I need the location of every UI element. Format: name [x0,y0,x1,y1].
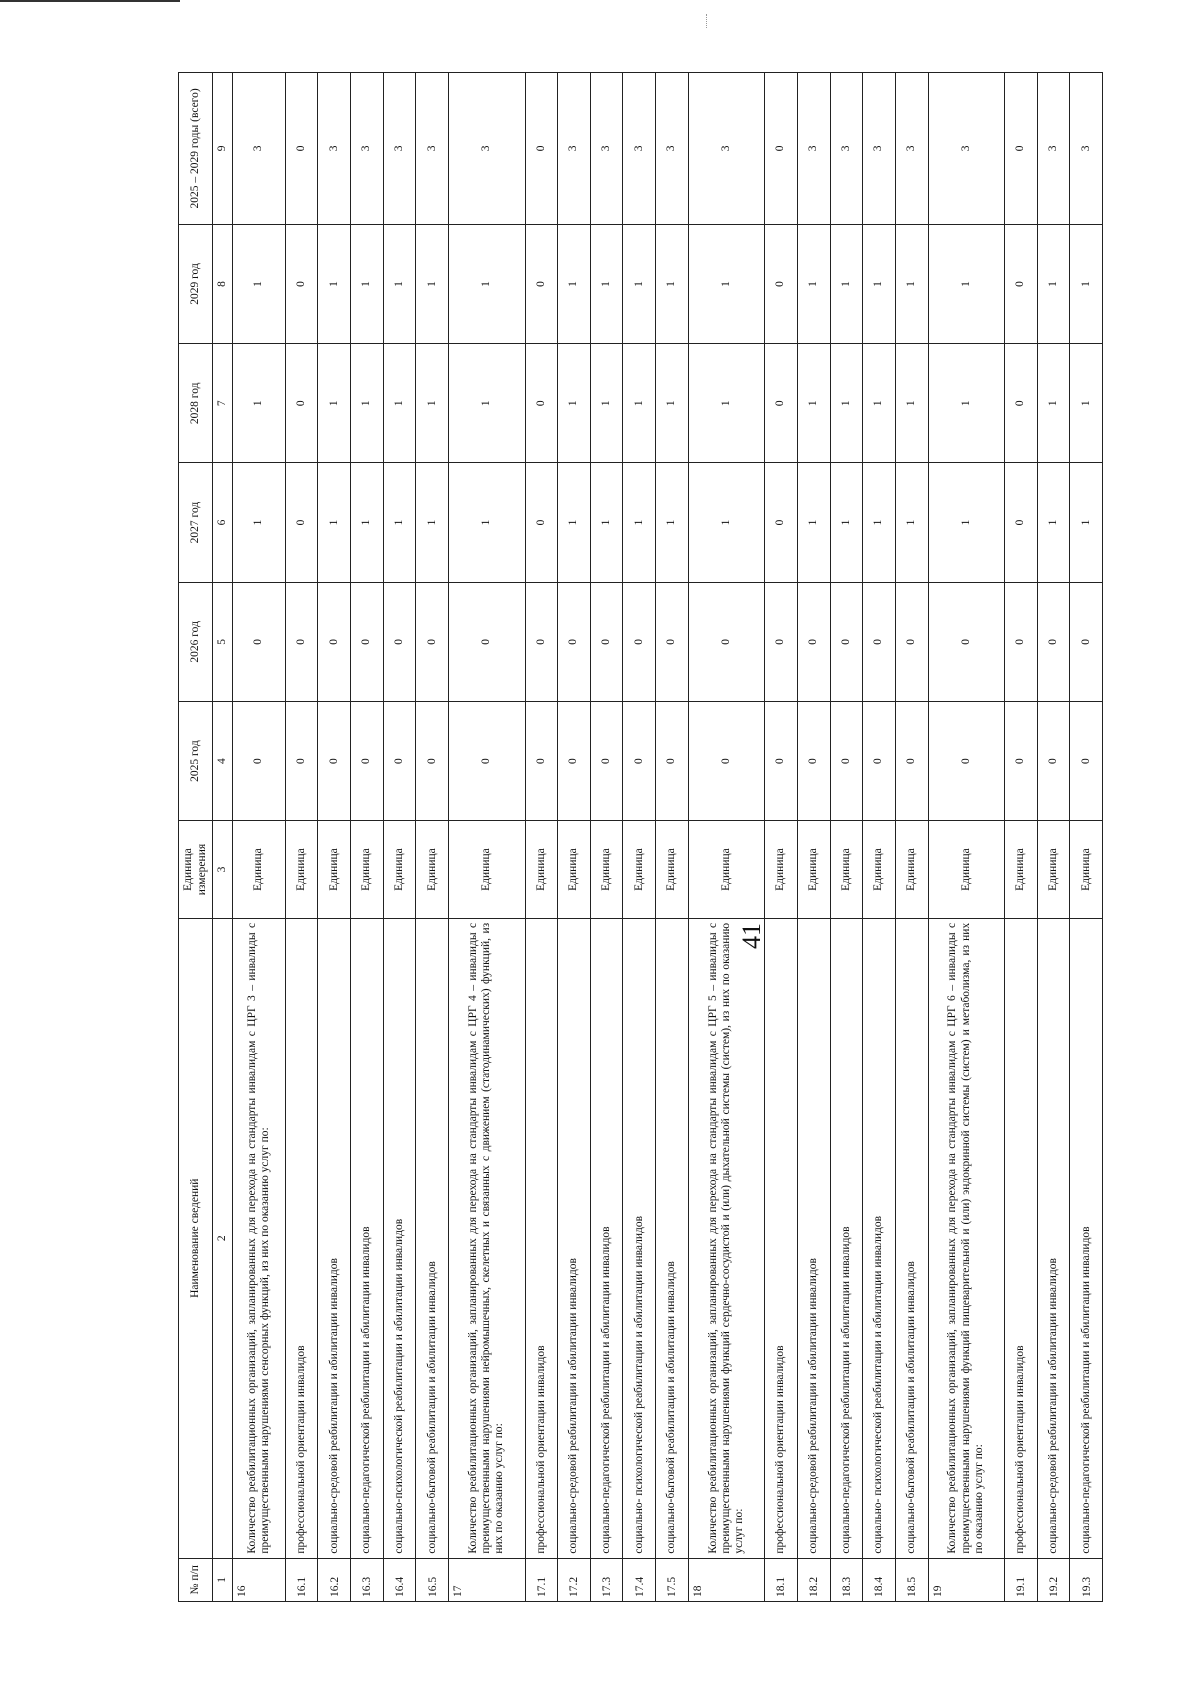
value-2029: 1 [688,224,764,343]
value-2025: 0 [895,701,928,820]
row-unit: Единица [928,821,1004,919]
table-row [449,73,525,1602]
header-2029: 2029 год [179,224,213,343]
table-row [318,73,351,1602]
value-total: 3 [416,73,449,225]
value-total: 3 [830,73,863,225]
value-total: 3 [233,73,286,225]
column-number: 3 [213,821,233,919]
value-2025: 0 [623,701,656,820]
value-total: 3 [558,73,591,225]
row-name: Количество реабилитационных организаций, запланированных для перехода на стандарты инвалидам с ЦРГ 5 – инвалиды с преимущественными нарушениями функций сердечно-сосудистой и (или) дыхательной системы (систем), из них по оказанию услуг по: [688,918,764,1558]
value-2025: 0 [590,701,623,820]
value-2025: 0 [863,701,896,820]
row-number: 19 [928,1558,1004,1601]
value-2029: 1 [590,224,623,343]
value-2028: 0 [1004,344,1037,463]
column-number: 7 [213,344,233,463]
value-2028: 1 [590,344,623,463]
row-name: Количество реабилитационных организаций, запланированных для перехода на стандарты инвалидам с ЦРГ 3 – инвалиды с преимущественными нарушениями сенсорных функций, из них по оказанию услуг по: [233,918,286,1558]
value-total: 3 [895,73,928,225]
value-2026: 0 [351,582,384,701]
row-number: 16.4 [383,1558,416,1601]
row-number: 17 [449,1558,525,1601]
value-2028: 1 [688,344,764,463]
value-2026: 0 [688,582,764,701]
value-2026: 0 [1004,582,1037,701]
row-unit: Единица [797,821,830,919]
value-2025: 0 [656,701,689,820]
row-number: 17.3 [590,1558,623,1601]
value-2029: 0 [285,224,318,343]
value-2025: 0 [1037,701,1070,820]
column-number: 1 [213,1558,233,1601]
value-total: 0 [525,73,558,225]
row-number: 18 [688,1558,764,1601]
value-2026: 0 [895,582,928,701]
table-row [1070,73,1103,1602]
header-total: 2025 – 2029 годы (всего) [179,73,213,225]
row-unit: Единица [688,821,764,919]
row-number: 19.1 [1004,1558,1037,1601]
value-2029: 1 [863,224,896,343]
value-2026: 0 [416,582,449,701]
value-2025: 0 [797,701,830,820]
table-row [1037,73,1070,1602]
column-number: 5 [213,582,233,701]
value-total: 3 [928,73,1004,225]
value-2028: 1 [895,344,928,463]
table-row [688,73,764,1602]
row-name: социально-средовой реабилитации и абилитации инвалидов [797,918,830,1558]
value-2026: 0 [928,582,1004,701]
value-2028: 1 [830,344,863,463]
value-2025: 0 [318,701,351,820]
value-2027: 1 [590,463,623,582]
value-2026: 0 [765,582,798,701]
row-unit: Единица [1070,821,1103,919]
value-2026: 0 [1037,582,1070,701]
value-2026: 0 [1070,582,1103,701]
row-number: 16.5 [416,1558,449,1601]
value-2028: 1 [351,344,384,463]
table-row [656,73,689,1602]
value-total: 0 [1004,73,1037,225]
row-unit: Единица [1037,821,1070,919]
value-2027: 1 [863,463,896,582]
row-number: 18.2 [797,1558,830,1601]
row-number: 16.2 [318,1558,351,1601]
value-2027: 1 [895,463,928,582]
value-2028: 1 [1037,344,1070,463]
value-total: 3 [383,73,416,225]
header-no: № п/п [179,1558,213,1601]
value-2028: 1 [233,344,286,463]
value-total: 0 [765,73,798,225]
row-name: социально- психологической реабилитации и абилитации инвалидов [623,918,656,1558]
value-2028: 1 [623,344,656,463]
value-total: 3 [623,73,656,225]
header-2026: 2026 год [179,582,213,701]
value-2027: 0 [1004,463,1037,582]
value-2025: 0 [383,701,416,820]
table-body [233,73,1103,1602]
value-2025: 0 [351,701,384,820]
row-unit: Единица [233,821,286,919]
header-row [179,73,213,1602]
table-row [830,73,863,1602]
value-2026: 0 [285,582,318,701]
header-2028: 2028 год [179,344,213,463]
value-2027: 1 [558,463,591,582]
value-2029: 1 [351,224,384,343]
top-rule [0,0,180,2]
value-2027: 1 [1070,463,1103,582]
row-name: социально- психологической реабилитации и абилитации инвалидов [863,918,896,1558]
row-unit: Единица [895,821,928,919]
value-2029: 1 [383,224,416,343]
value-2028: 1 [558,344,591,463]
row-name: социально-педагогической реабилитации и абилитации инвалидов [590,918,623,1558]
row-name: социально-психологической реабилитации и абилитации инвалидов [383,918,416,1558]
row-number: 17.4 [623,1558,656,1601]
value-2026: 0 [863,582,896,701]
value-2026: 0 [558,582,591,701]
row-number: 17.2 [558,1558,591,1601]
table-row [765,73,798,1602]
value-2029: 1 [928,224,1004,343]
column-number: 2 [213,918,233,1558]
column-number: 8 [213,224,233,343]
value-2029: 0 [1004,224,1037,343]
row-number: 19.2 [1037,1558,1070,1601]
value-2026: 0 [449,582,525,701]
page-number: 41 [737,923,766,949]
value-2025: 0 [285,701,318,820]
table-row [558,73,591,1602]
row-name: профессиональной ориентации инвалидов [525,918,558,1558]
value-2028: 1 [797,344,830,463]
value-total: 3 [1070,73,1103,225]
value-2026: 0 [383,582,416,701]
value-2028: 1 [416,344,449,463]
value-total: 3 [688,73,764,225]
table-row [590,73,623,1602]
row-name: профессиональной ориентации инвалидов [765,918,798,1558]
header-2027: 2027 год [179,463,213,582]
value-2025: 0 [765,701,798,820]
row-number: 19.3 [1070,1558,1103,1601]
value-2028: 1 [656,344,689,463]
value-2027: 1 [416,463,449,582]
row-number: 18.5 [895,1558,928,1601]
row-number: 16.3 [351,1558,384,1601]
row-name: профессиональной ориентации инвалидов [285,918,318,1558]
value-2029: 1 [233,224,286,343]
value-2029: 1 [1070,224,1103,343]
value-2028: 1 [1070,344,1103,463]
value-2028: 1 [863,344,896,463]
value-2025: 0 [1004,701,1037,820]
value-2028: 0 [285,344,318,463]
value-2025: 0 [928,701,1004,820]
value-total: 3 [351,73,384,225]
row-unit: Единица [383,821,416,919]
row-number: 17.5 [656,1558,689,1601]
table-row [928,73,1004,1602]
row-number: 17.1 [525,1558,558,1601]
row-number: 18.3 [830,1558,863,1601]
value-total: 3 [863,73,896,225]
row-name: социально-бытовой реабилитации и абилитации инвалидов [895,918,928,1558]
row-name: социально-средовой реабилитации и абилитации инвалидов [558,918,591,1558]
value-2026: 0 [656,582,689,701]
value-2027: 1 [623,463,656,582]
value-2026: 0 [525,582,558,701]
row-unit: Единица [765,821,798,919]
row-unit: Единица [656,821,689,919]
value-2029: 1 [1037,224,1070,343]
value-2025: 0 [233,701,286,820]
value-2027: 1 [233,463,286,582]
column-number-row [213,73,233,1602]
value-2027: 1 [318,463,351,582]
column-number: 4 [213,701,233,820]
row-name: социально-педагогической реабилитации и абилитации инвалидов [830,918,863,1558]
value-2026: 0 [830,582,863,701]
row-unit: Единица [318,821,351,919]
value-2028: 0 [765,344,798,463]
row-number: 16 [233,1558,286,1601]
row-unit: Единица [351,821,384,919]
table-row [351,73,384,1602]
value-2027: 1 [1037,463,1070,582]
value-2029: 1 [416,224,449,343]
value-2026: 0 [318,582,351,701]
value-2026: 0 [623,582,656,701]
column-number: 9 [213,73,233,225]
value-2027: 1 [688,463,764,582]
row-unit: Единица [558,821,591,919]
header-unit: Единица измерения [179,821,213,919]
value-2025: 0 [558,701,591,820]
value-2027: 1 [383,463,416,582]
value-2027: 1 [830,463,863,582]
column-number: 6 [213,463,233,582]
row-number: 18.1 [765,1558,798,1601]
value-2029: 1 [797,224,830,343]
value-total: 3 [1037,73,1070,225]
value-2029: 1 [558,224,591,343]
value-2029: 1 [656,224,689,343]
table-row [623,73,656,1602]
scan-mark [706,14,709,28]
value-2026: 0 [233,582,286,701]
value-2028: 0 [525,344,558,463]
row-unit: Единица [623,821,656,919]
value-total: 0 [285,73,318,225]
value-2025: 0 [525,701,558,820]
value-total: 3 [656,73,689,225]
value-2025: 0 [416,701,449,820]
row-unit: Единица [285,821,318,919]
value-total: 3 [318,73,351,225]
row-name: социально-бытовой реабилитации и абилитации инвалидов [416,918,449,1558]
value-2029: 1 [623,224,656,343]
row-name: Количество реабилитационных организаций, запланированных для перехода на стандарты инвалидам с ЦРГ 4 – инвалиды с преимущественными нарушениями нейромышечных, скелетных и связанных с движением (статодинамических) функций, из них по оказанию услуг по: [449,918,525,1558]
row-name: социально-бытовой реабилитации и абилитации инвалидов [656,918,689,1558]
table-row [1004,73,1037,1602]
value-2026: 0 [797,582,830,701]
row-unit: Единица [449,821,525,919]
row-unit: Единица [863,821,896,919]
table-row [285,73,318,1602]
row-name: социально-педагогической реабилитации и абилитации инвалидов [1070,918,1103,1558]
row-number: 16.1 [285,1558,318,1601]
value-2028: 1 [928,344,1004,463]
value-2027: 1 [797,463,830,582]
value-2028: 1 [318,344,351,463]
row-name: Количество реабилитационных организаций, запланированных для перехода на стандарты инвалидам с ЦРГ 6 – инвалиды с преимущественными нарушениями функций пищеварительной и (или) эндокринной системы (систем) и метаболизма, из них по оказанию услуг по: [928,918,1004,1558]
table-row [525,73,558,1602]
value-2029: 1 [318,224,351,343]
value-2027: 1 [928,463,1004,582]
row-name: социально-средовой реабилитации и абилитации инвалидов [318,918,351,1558]
header-2025: 2025 год [179,701,213,820]
value-2027: 0 [525,463,558,582]
row-unit: Единица [416,821,449,919]
row-unit: Единица [525,821,558,919]
value-2025: 0 [1070,701,1103,820]
header-name: Наименование сведений [179,918,213,1558]
table-row [797,73,830,1602]
value-total: 3 [797,73,830,225]
value-2029: 0 [525,224,558,343]
value-2028: 1 [383,344,416,463]
data-table [178,72,1103,1602]
value-2029: 1 [449,224,525,343]
value-2026: 0 [590,582,623,701]
row-number: 18.4 [863,1558,896,1601]
value-2027: 1 [656,463,689,582]
row-unit: Единица [830,821,863,919]
value-2027: 1 [351,463,384,582]
value-2029: 0 [765,224,798,343]
table-row [383,73,416,1602]
table-row [416,73,449,1602]
table-row [863,73,896,1602]
value-2027: 0 [285,463,318,582]
value-total: 3 [449,73,525,225]
value-2027: 1 [449,463,525,582]
table-row [233,73,286,1602]
value-2028: 1 [449,344,525,463]
value-2025: 0 [830,701,863,820]
row-unit: Единица [590,821,623,919]
table-row [895,73,928,1602]
row-name: социально-средовой реабилитации и абилитации инвалидов [1037,918,1070,1558]
value-2025: 0 [688,701,764,820]
rotated-table-container [178,72,1103,1602]
row-name: социально-педагогической реабилитации и абилитации инвалидов [351,918,384,1558]
value-2029: 1 [830,224,863,343]
row-unit: Единица [1004,821,1037,919]
row-name: профессиональной ориентации инвалидов [1004,918,1037,1558]
value-2029: 1 [895,224,928,343]
value-total: 3 [590,73,623,225]
value-2027: 0 [765,463,798,582]
value-2025: 0 [449,701,525,820]
